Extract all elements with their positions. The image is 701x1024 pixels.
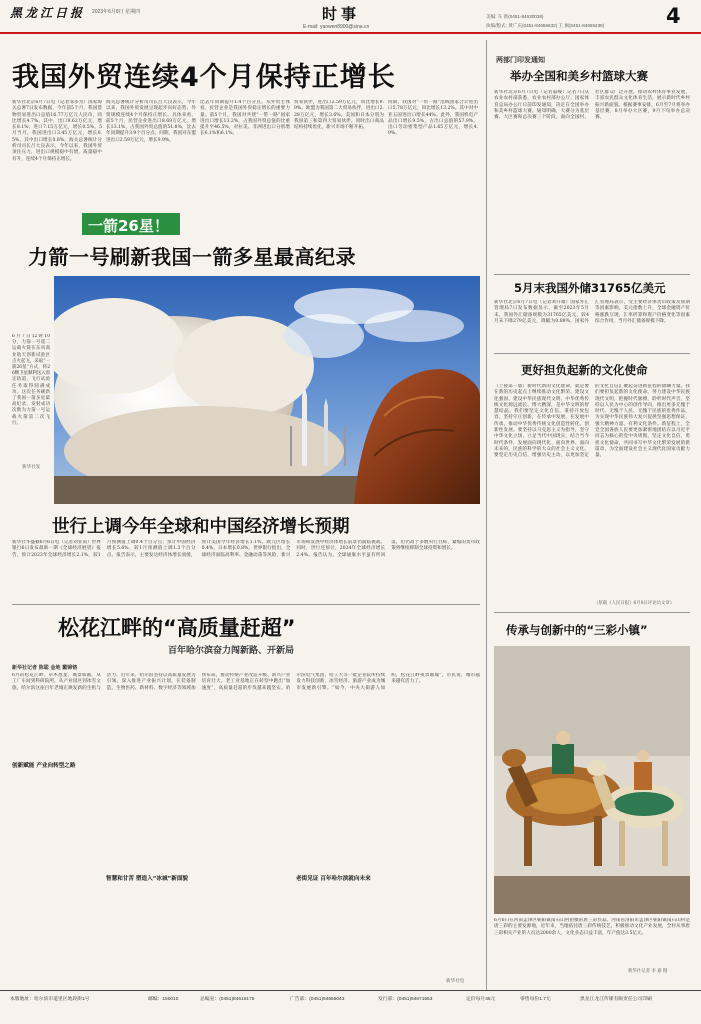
right-divider-2	[494, 353, 690, 354]
sancai-caption: 6月6日在河南孟津区朝阳镇南石山村拍摄的唐三彩作品。河南省洛阳市孟津区朝阳镇南石山村是唐三彩的主要发源地，近年来，当地依托唐三彩传统技艺，积极推动文化产业发展，全村从事唐三彩相关产业的人员达2000余人，文化业态日益丰富，年产值达3.5亿元。	[494, 918, 690, 936]
lead-col-2: 海关总署统计分析司司长吕大良表示，今年以来，我国外贸发展呈现起步向好态势，外贸规模连续4个月保持正增长。具体来看，前5个月，民营企业进出口8.69万亿元，增长13.1%，占我国外贸总值的51.8%，比去年同期提升3.9个百分点。同期，我国对东盟进出口2.59万亿元，增长9.9%。	[106, 100, 196, 143]
rocket-kicker: 一箭26星！	[88, 217, 169, 235]
rocket-caption: 6月7日12时10分，力箭一号遥二运载火箭在东风商业航天创新试验区点火起飞，采取“一箭26星”方式，将26颗卫星顺利送入预定轨道，飞行试验任务取得圆满成功。这次任务刷新了我国一箭多星最高纪录，发射成功次数为力箭一号运载火箭第二次飞行。	[12, 334, 50, 426]
sancai-credit: 新华社记者 李 嘉 摄	[628, 969, 668, 974]
sancai-image	[494, 646, 690, 914]
section-title: 时事	[322, 5, 361, 23]
harbin-byline: 新华社记者 陈聪 金地 戴锦镕	[12, 665, 78, 671]
harbin-headline: 松花江畔的“高质量赶超”	[58, 616, 296, 640]
culture-text: （上接第一版）新时代新的文化使命，就是要在新的历史起点上继续推动文化繁荣、建设文化强国、建设中华民族现代文明。中华优秀传统文化源远流长、博大精深，是中华文明的智慧结晶。我们要坚定文化自信，秉持开放包容，坚持守正创新，在传承中发展、在发展中传承，推动中华优秀传统文化创造性转化、创新性发展。要坚持以马克思主义为指导，坚守中华文化立场，立足当代中国现实，结合当今时代条件，发展面向现代化、面向世界、面向未来的，民族的科学的大众的社会主义文化。要坚定历史自信，增强历史主动，以更加坚定的文化自信汇聚起奋进新征程的磅礴力量。我们要担负起新的文化使命，努力建设中华民族现代文明，把握时代脉搏，聆听时代声音，坚持以人民为中心的创作导向，推出更多无愧于时代、无愧于人民、无愧于民族的优秀作品，为实现中华民族伟大复兴提供坚强思想保证、强大精神力量、有利文化条件。新征程上，全党全国各族人民要更加紧密地团结在以习近平同志为核心的党中央周围，坚定文化自信，勇担文化使命，共同书写中华文化繁荣发展的新篇章，为全面建设社会主义现代化国家贡献力量。	[494, 384, 690, 459]
harbin-text: 6月的松花江畔，草木葱茏、城景如画。从工厂车间到科研院所，从产业园区到冰雪文旅，哈尔滨这座百年老城正焕发新的生机与活力。近年来，哈尔滨坚持以高质量发展为引领，深入推进产业振兴计划，在装备制造、生物医药、新材料、数字经济等领域加快布局，推动传统产业改造升级、新兴产业培育壮大。老工业基地正在转型中跑出“加速度”，高质量赶超的步伐越来越坚实。哈尔滨电气集团、哈工大等一批企业院所持续发力科技创新，冰雪经济、旅游产业成为城市发展新引擎。“如今，中央大街游人如织，松花江畔夜景璀璨”，市民说，城市越来越有活力了。	[12, 673, 480, 691]
footer-editor-office: 总编室：(0451)84616175	[200, 997, 255, 1002]
layout-credit: 执编/版式: 黄广庆(0451-84655632) 王 旗(0451-84655238)	[486, 23, 605, 28]
harbin-endline: 新华社电	[446, 979, 465, 984]
lead-col-3: 比去年同期提升1.4个百分点。从外贸主体看，民营企业是我国外贸稳定增长的重要力量。前5个月，我国对共建“一带一路”国家进出口增长13.2%，占我国外贸总值的比重提升至46.5%，对拉美、非洲进出口分别增长6.1%和6.1%。	[200, 100, 290, 137]
footer-ad-dept: 广告部：(0451)84655043	[290, 997, 345, 1002]
masthead-rule	[0, 32, 701, 34]
footer-address: 本版地址：哈尔滨市道里区地段街1号	[10, 997, 90, 1002]
culture-headline: 更好担负起新的文化使命	[521, 363, 648, 377]
lead-headline: 我国外贸连续4个月保持正增长	[12, 62, 396, 93]
newspaper-logo: 黑龙江日报	[10, 6, 86, 20]
rocket-headline: 力箭一号刷新我国一箭多星最高纪录	[28, 245, 356, 269]
footer-retail: 零售每份1.7元	[520, 997, 551, 1002]
editor-credit: 美编: 车 新(0451-84630038)	[486, 14, 544, 19]
forex-headline: 5月末我国外储31765亿美元	[514, 281, 666, 295]
rocket-byline: 新华社发	[22, 465, 41, 470]
culture-source: （原载《人民日报》6月8日评论员文章）	[594, 601, 675, 606]
right-divider-1	[494, 274, 690, 275]
footer-dist-dept: 发行部：(0451)84671553	[378, 997, 433, 1002]
harbin-subhead-1: 创新赋能 产业向转型之路	[12, 760, 75, 770]
footer-printer: 黑龙江龙江传媒有限责任公司印刷	[580, 997, 652, 1002]
basketball-label: 两部门印发通知	[496, 55, 545, 64]
worldbank-headline: 世行上调今年全球和中国经济增长预期	[52, 517, 350, 537]
harbin-subhead: 百年哈尔滨奋力闯新路、开新局	[168, 646, 295, 656]
sancai-photo	[494, 646, 690, 914]
lead-col-1: 新华社北京6月7日电（记者邹多为）国家海关总署7日发布数据，今年前5个月，我国货物贸易进出口总值16.77万亿元人民币，同比增长4.7%。其中，出口9.62万亿元，增长8.1%；进口7.15万亿元，增长0.5%。5月当月，我国进出口3.45万亿元，增长0.5%，其中出口增长0.8%。海关总署统计分析司司长吕大良表示，今年以来，我国外贸顶住压力，进出口规模稳中有增、质量稳中有升，连续4个月保持正增长。	[12, 100, 102, 162]
worldbank-text: 新华社华盛顿6月6日电（记者刘亚南）世界银行6日发布最新一期《全球经济展望》报告，预计2023年全球经济增长2.1%，较1月预测值上调0.4个百分点；预计中国经济增长5.6%，较1月预测值上调1.3个百分点。报告表示，主要发达经济体增长放缓，预计美国今年经济增长1.1%，欧元区增长0.4%，日本增长0.8%。世界银行指出，全球经济面临高利率、金融动荡等风险，新兴市场和发展中经济体增长前景仍面临挑战。同时，世行还预计，2024年全球经济增长2.4%。报告认为，全球通胀水平虽有所回落，但仍高于多数央行目标，紧缩的货币政策将继续抑制全球投资和增长。	[12, 540, 480, 558]
lead-col-4: 贸易伙伴，进出口2.59万亿元，同比增长9.9%。欧盟为我国第二大贸易伙伴，进出口2.28万亿元，增长3.6%。美国和日本分别为我国第三和第四大贸易伙伴。同时出口商品结构持续优化，新兴市场不断开拓。	[294, 100, 384, 131]
basketball-text: 新华社北京6月7日电（记者董峻）记者7日从农业农村部获悉，农业农村部办公厅、国家体育总局办公厅日前印发通知，决定在全国举办和美乡村篮球大赛。通知明确，大赛分为基层赛、大区赛和总决赛三个阶段，面向全国村、社区群众广泛开展，推动农村体育事业发展，丰富农民群众文化体育生活，展示新时代乡村振兴新面貌。根据赛事安排，6月至7月将举办基层赛，8月举办大区赛，9月下旬举办总决赛。	[494, 90, 690, 121]
footer	[0, 995, 701, 1007]
basketball-headline: 举办全国和美乡村篮球大赛	[510, 69, 648, 83]
masthead	[0, 0, 701, 45]
section-email: E-mail: yaowen8900@sina.cn	[303, 24, 370, 30]
rocket-photo	[54, 276, 480, 504]
issue-date: 2023年6月8日 星期四	[92, 9, 141, 15]
footer-rule	[0, 990, 701, 991]
sancai-headline: 传承与创新中的“三彩小镇”	[506, 623, 648, 637]
forex-text: 新华社北京6月7日电（记者刘开雄）国家外汇管理局7日发布数据显示，截至2023年5月末，我国外汇储备规模为31765亿美元，较4月末下降279亿美元，降幅为0.88%。国家外汇管理局表示，受主要经济体货币政策及预期等因素影响，美元指数上升，全球金融资产价格涨跌互现，汇率折算和资产价格变化等因素综合作用，当月外汇储备规模下降。	[494, 300, 690, 324]
right-divider-3	[494, 612, 690, 613]
section-divider	[12, 604, 480, 605]
harbin-subhead-2: 智慧和甘苦 塑造入“冰城”新面貌	[106, 873, 188, 883]
rocket-launch-image	[54, 276, 480, 504]
footer-price: 定价每月45元	[466, 997, 496, 1002]
page-number: 4	[666, 4, 681, 28]
lead-col-5: 同期，我国对“一带一路”沿线国家合计进出口5.78万亿元，同比增长13.2%。其中对中亚五国进出口增长44%。此外，我国机电产品出口增长9.5%，占出口总值的57.9%，出口劳动密集型产品1.65万亿元，增长4.9%。	[388, 100, 478, 137]
harbin-subhead-3: 老街见证 百年哈尔滨就向未来	[296, 873, 371, 883]
footer-postcode: 邮编：150010	[148, 997, 179, 1002]
vertical-divider	[486, 40, 487, 990]
